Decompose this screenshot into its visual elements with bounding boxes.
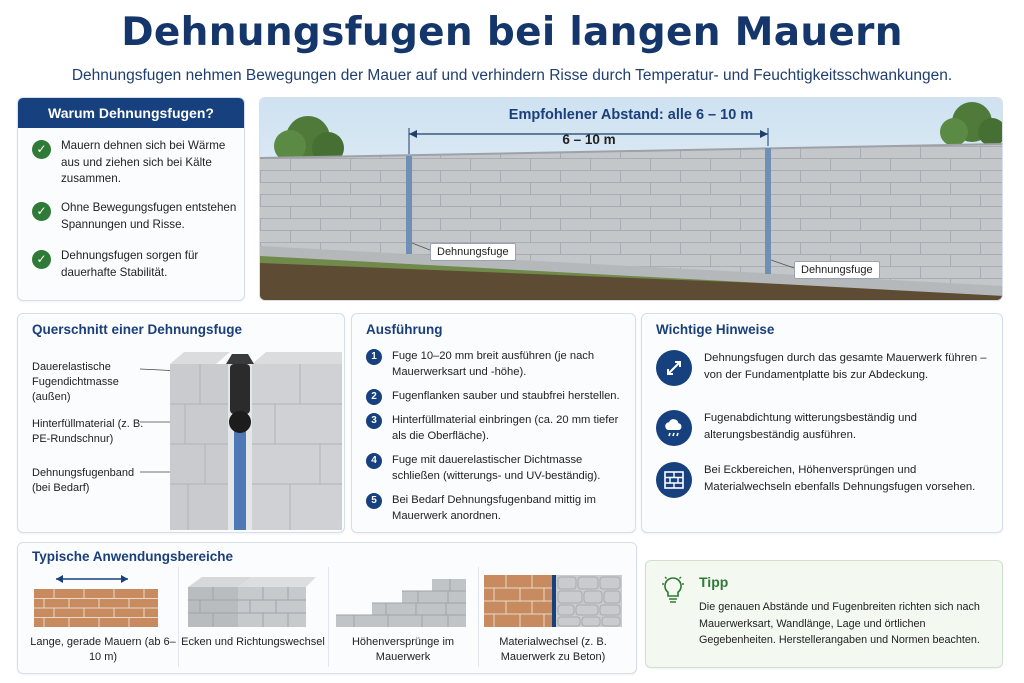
step-number: 2 (366, 389, 382, 405)
lightbulb-icon (660, 575, 686, 612)
span-label: 6 – 10 m (562, 132, 616, 147)
step-number: 4 (366, 453, 382, 469)
cross-label-sealant: Dauerelastische Fugendichtmasse (außen) (32, 361, 119, 403)
application-caption: Ecken und Richtungswechsel (181, 636, 325, 648)
why-item (32, 138, 242, 188)
execution-card (351, 313, 636, 533)
application-caption: Lange, gerade Mauern (ab 6–10 m) (30, 636, 176, 663)
corner-wall-illustration (178, 569, 328, 633)
cross-section-diagram (130, 344, 342, 530)
stepped-wall-illustration (328, 569, 478, 633)
step-text: Bei Bedarf Dehnungsfugenband mittig im Mauerwerk anordnen. (392, 494, 596, 522)
cross-label-backfill: Hinterfüllmaterial (z. B. PE-Rundschnur) (32, 418, 144, 445)
cross-section-heading: Querschnitt einer Dehnungsfuge (32, 322, 243, 337)
expand-arrows-icon (656, 350, 692, 386)
execution-heading: Ausführung (366, 322, 443, 337)
why-card (17, 97, 245, 301)
application-item (28, 569, 178, 669)
applications-heading: Typische Anwendungsbereiche (32, 549, 234, 564)
step-text: Hinterfüllmaterial einbringen (ca. 20 mm tiefer als die Oberfläche). (392, 414, 619, 442)
application-caption: Höhenversprünge im Mauerwerk (351, 636, 455, 663)
tip-heading: Tipp (699, 574, 729, 590)
note-text: Bei Eckbereichen, Höhenversprüngen und Materialwechseln ebenfalls Dehnungsfugen vorsehen. (704, 464, 976, 493)
step-text: Fugenflanken sauber und staubfrei herstellen. (392, 390, 620, 402)
weather-cloud-icon (656, 410, 692, 446)
joint-label-2: Dehnungsfuge (794, 261, 880, 279)
application-item (478, 569, 628, 669)
page-title: Dehnungsfugen bei langen Mauern (121, 10, 903, 55)
application-item (328, 569, 478, 669)
wall-scene (260, 98, 1003, 301)
cross-section-card (17, 313, 345, 533)
notes-heading: Wichtige Hinweise (656, 322, 775, 337)
joint-label-1: Dehnungsfuge (430, 243, 516, 261)
execution-step (366, 412, 628, 444)
application-item (178, 569, 328, 669)
long-wall-illustration (28, 569, 178, 633)
why-item (32, 200, 242, 233)
execution-step (366, 452, 628, 484)
note-text: Fugenabdichtung witterungsbeständig und alterungsbeständig ausführen. (704, 412, 917, 441)
notes-card (641, 313, 1003, 533)
why-item-text: Ohne Bewegungsfugen entstehen Spannungen und Risse. (61, 201, 237, 231)
brick-wall-icon (656, 462, 692, 498)
why-item-text: Dehnungsfugen sorgen für dauerhafte Stabilität. (61, 249, 199, 279)
step-number: 5 (366, 493, 382, 509)
step-text: Fuge 10–20 mm breit ausführen (je nach Mauerwerksart und -höhe). (392, 350, 595, 378)
why-item (32, 248, 242, 281)
application-caption: Materialwechsel (z. B. Mauerwerk zu Beton) (499, 636, 607, 663)
why-heading: Warum Dehnungsfugen? (18, 98, 244, 128)
checkmark-icon: ✓ (32, 140, 51, 159)
execution-step (366, 348, 628, 380)
checkmark-icon: ✓ (32, 202, 51, 221)
execution-step (366, 492, 628, 524)
wall-illustration (259, 97, 1003, 301)
step-number: 1 (366, 349, 382, 365)
note-item (656, 462, 996, 498)
spacing-heading: Empfohlener Abstand: alle 6 – 10 m (508, 107, 754, 123)
why-item-text: Mauern dehnen sich bei Wärme aus und ziehen sich bei Kälte zusammen. (61, 139, 226, 185)
page-subtitle: Dehnungsfugen nehmen Bewegungen der Mauer auf und verhindern Risse durch Temperatur- und Feuchtigkeitsschwankungen. (71, 67, 953, 84)
note-text: Dehnungsfugen durch das gesamte Mauerwerk führen – von der Fundamentplatte bis zur Abdeckung. (704, 352, 987, 381)
step-number: 3 (366, 413, 382, 429)
note-item (656, 350, 996, 386)
tip-text: Die genauen Abstände und Fugenbreiten richten sich nach Mauerwerksart, Wandlänge, Lage und örtlichen Gegebenheiten. Herstellerangaben und Normen beachten. (699, 601, 980, 646)
cross-label-joint-tape: Dehnungsfugenband (bei Bedarf) (32, 467, 135, 494)
applications-card (17, 542, 637, 674)
tip-card (645, 560, 1003, 668)
step-text: Fuge mit dauerelastischer Dichtmasse schließen (witterungs- und UV-beständig). (392, 454, 601, 482)
note-item (656, 410, 996, 446)
checkmark-icon: ✓ (32, 250, 51, 269)
material-change-illustration (478, 569, 628, 633)
execution-step (366, 388, 628, 405)
